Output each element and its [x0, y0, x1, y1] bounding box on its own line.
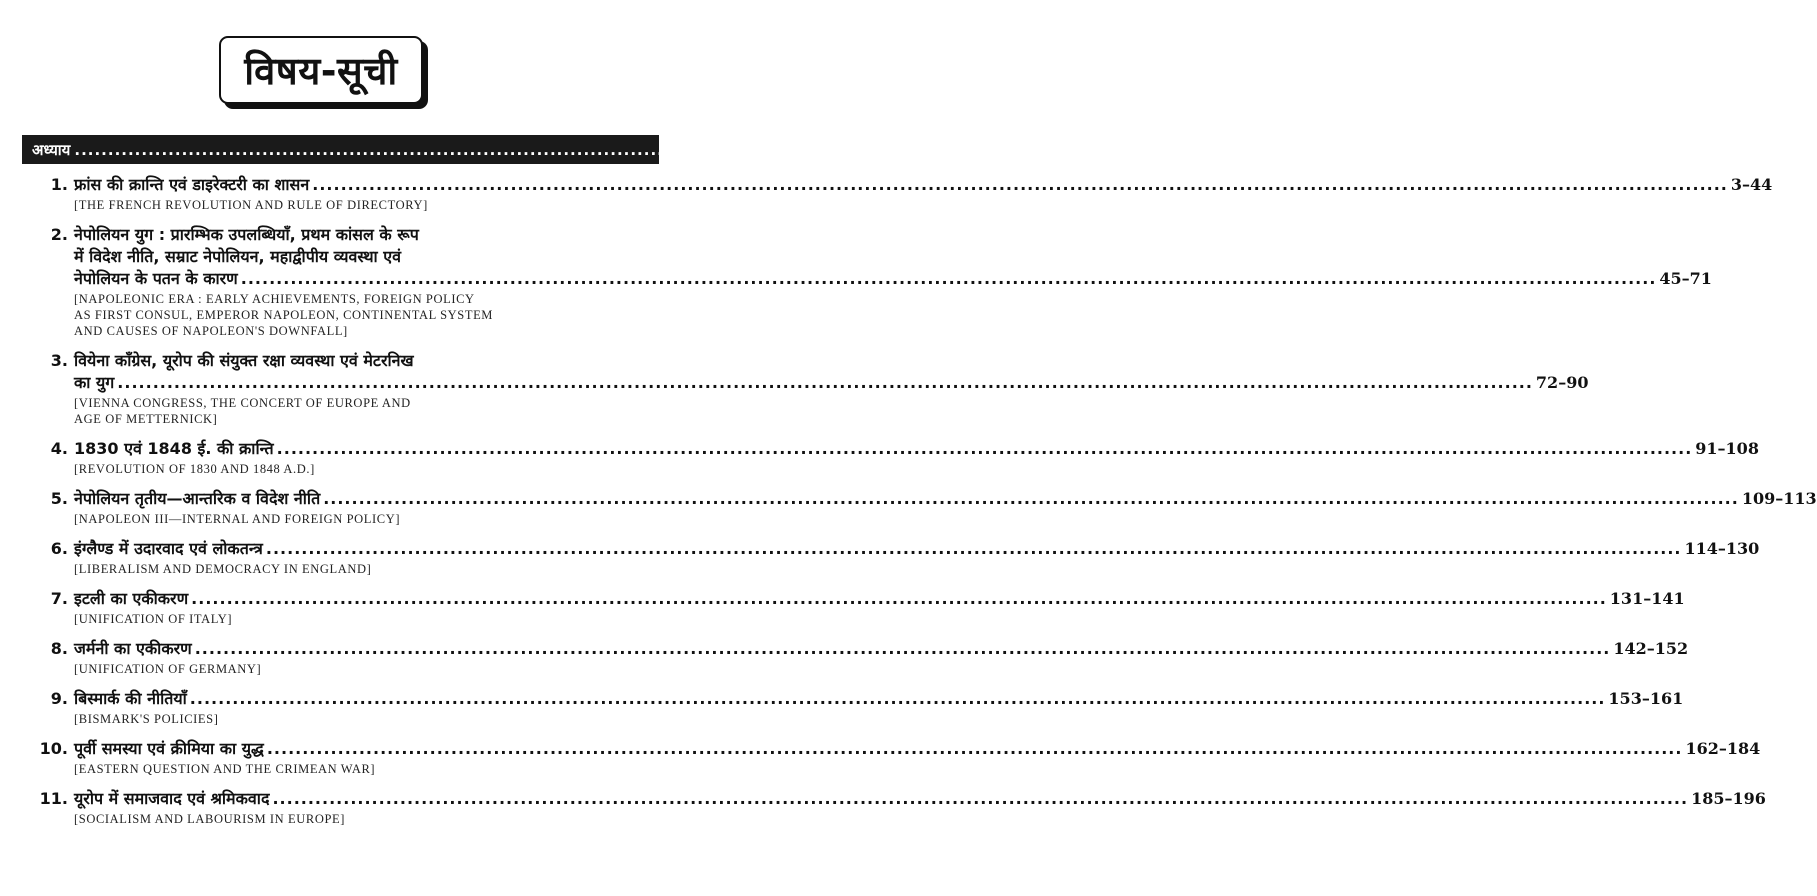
english-title-line: [NAPOLEON III—INTERNAL AND FOREIGN POLICY] — [74, 512, 401, 526]
contents-entry — [22, 588, 1685, 627]
chapter-title-hindi: बिस्मार्क की नीतियाँ — [74, 689, 187, 708]
leader-dots: ........................................................................................................................................................................................................ — [266, 739, 1683, 758]
chapter-title-line — [22, 350, 668, 372]
chapter-number: 5. — [50, 489, 68, 508]
chapter-number: 3. — [50, 351, 68, 370]
page-range: 72–90 — [1535, 373, 1589, 392]
chapter-number: 10. — [39, 739, 68, 758]
chapter-title-line — [22, 224, 668, 246]
leader-dots: ........................................................................................................................................................................................................ — [117, 373, 1533, 392]
english-title-line: [VIENNA CONGRESS, THE CONCERT OF EUROPE AND — [74, 396, 411, 410]
chapter-title-hindi: यूरोप में समाजवाद एवं श्रमिकवाद — [74, 789, 270, 808]
chapter-column-label: अध्याय — [32, 140, 71, 159]
page-range: 162–184 — [1685, 739, 1761, 758]
leader-dots: ........................................................................................................................................................................................................ — [191, 589, 1607, 608]
page-range: 153–161 — [1608, 689, 1684, 708]
chapter-title-english — [22, 395, 668, 427]
chapter-title-english — [22, 611, 668, 627]
contents-entry — [22, 638, 1689, 677]
page-range: 185–196 — [1691, 789, 1766, 808]
leader-dots: ........................................................................................................................................................................................................ — [194, 639, 1611, 658]
page-range: 142–152 — [1613, 639, 1689, 658]
page-range: 45–71 — [1659, 269, 1712, 288]
chapter-title-line — [22, 538, 1760, 560]
english-title-line: [BISMARK'S POLICIES] — [74, 712, 219, 726]
chapter-title-hindi: 1830 एवं 1848 ई. की क्रान्ति — [74, 439, 274, 458]
chapter-title-english — [22, 561, 668, 577]
english-title-line: [EASTERN QUESTION AND THE CRIMEAN WAR] — [74, 762, 376, 776]
chapter-number: 7. — [50, 589, 68, 608]
leader-dots: ........................................................................................................................................................................................................ — [272, 789, 1689, 808]
chapter-title-hindi: नेपोलियन के पतन के कारण — [74, 269, 238, 288]
leader-dots: ........................................................................................................................................................................................................ — [189, 689, 1606, 708]
page-range: 3–44 — [1730, 175, 1773, 194]
chapter-title-hindi: पूर्वी समस्या एवं क्रीमिया का युद्ध — [74, 739, 264, 758]
chapter-title-line — [22, 246, 668, 268]
english-title-line: [SOCIALISM AND LABOURISM IN EUROPE] — [74, 812, 346, 826]
chapter-number: 4. — [50, 439, 68, 458]
contents-entry — [22, 350, 1589, 427]
chapter-title-hindi: जर्मनी का एकीकरण — [74, 639, 192, 658]
leader-dots: ........................................................................................................................................................................................................ — [265, 539, 1682, 558]
chapter-title-hindi: इंग्लैण्ड में उदारवाद एवं लोकतन्त्र — [74, 539, 263, 558]
contents-list — [22, 174, 1817, 838]
chapter-title-line — [22, 372, 1589, 394]
chapter-title-english — [22, 811, 668, 827]
chapter-title-english — [22, 511, 668, 527]
page-range: 131–141 — [1609, 589, 1685, 608]
contents-entry — [22, 438, 1759, 477]
contents-entry — [22, 788, 1766, 827]
chapter-title-hindi: नेपोलियन युग : प्रारम्भिक उपलब्धियाँ, प्रथम कांसल के रूप — [74, 225, 419, 244]
chapter-title-line — [22, 738, 1761, 760]
page-range: 114–130 — [1684, 539, 1760, 558]
english-title-line: [NAPOLEONIC ERA : EARLY ACHIEVEMENTS, FOREIGN POLICY — [74, 292, 475, 306]
chapter-title-hindi: में विदेश नीति, सम्राट नेपोलियन, महाद्वीपीय व्यवस्था एवं — [74, 247, 402, 266]
leader-dots: ........................................................................................................................................................................................................ — [240, 269, 1657, 288]
chapter-title-english — [22, 197, 668, 213]
chapter-title-line — [22, 268, 1712, 290]
contents-entry — [22, 538, 1760, 577]
chapter-title-line — [22, 488, 1817, 510]
english-title-line: AGE OF METTERNICK] — [74, 412, 218, 426]
chapter-title-english — [22, 761, 668, 777]
chapter-title-hindi: इटली का एकीकरण — [74, 589, 189, 608]
leader-dots: ........................................................................................................................................................................................................ — [276, 439, 1693, 458]
chapter-title-hindi: वियेना काँग्रेस, यूरोप की संयुक्त रक्षा व्यवस्था एवं मेटरनिख — [74, 351, 414, 370]
header-leader-dots: ........................................................................................................................ — [74, 140, 879, 159]
chapter-number: 9. — [50, 689, 68, 708]
chapter-title-hindi: फ्रांस की क्रान्ति एवं डाइरेक्टरी का शासन — [74, 175, 310, 194]
chapter-title-english — [22, 291, 668, 339]
chapter-title-hindi: नेपोलियन तृतीय—आन्तरिक व विदेश नीति — [74, 489, 321, 508]
page-title: विषय-सूची — [219, 36, 423, 104]
english-title-line: [REVOLUTION OF 1830 AND 1848 A.D.] — [74, 462, 315, 476]
chapter-title-english — [22, 461, 668, 477]
chapter-number: 1. — [50, 175, 68, 194]
contents-entry — [22, 688, 1684, 727]
chapter-number: 8. — [50, 639, 68, 658]
chapter-title-line — [22, 788, 1766, 810]
contents-entry — [22, 174, 1773, 213]
page-range: 91–108 — [1695, 439, 1759, 458]
chapter-title-english — [22, 711, 668, 727]
chapter-title-line — [22, 638, 1689, 660]
leader-dots: ........................................................................................................................................................................................................ — [312, 175, 1728, 194]
contents-entry — [22, 224, 1712, 339]
contents-entry — [22, 738, 1761, 777]
chapter-title-line — [22, 688, 1684, 710]
chapter-title-line — [22, 174, 1773, 196]
english-title-line: [UNIFICATION OF ITALY] — [74, 612, 233, 626]
english-title-line: AND CAUSES OF NAPOLEON'S DOWNFALL] — [74, 324, 348, 338]
chapter-number: 6. — [50, 539, 68, 558]
chapter-number: 2. — [50, 225, 68, 244]
page-range: 109–113 — [1741, 489, 1817, 508]
contents-entry — [22, 488, 1817, 527]
chapter-title-english — [22, 661, 668, 677]
english-title-line: [LIBERALISM AND DEMOCRACY IN ENGLAND] — [74, 562, 372, 576]
contents-header — [22, 130, 914, 169]
english-title-line: AS FIRST CONSUL, EMPEROR NAPOLEON, CONTINENTAL SYSTEM — [74, 308, 494, 322]
chapter-title-hindi: का युग — [74, 373, 115, 392]
english-title-line: [UNIFICATION OF GERMANY] — [74, 662, 262, 676]
page-number-column-label: पृष्ठ–संख्या — [882, 130, 914, 169]
chapter-number: 11. — [39, 789, 68, 808]
leader-dots: ........................................................................................................................................................................................................ — [323, 489, 1739, 508]
chapter-title-line — [22, 438, 1759, 460]
chapter-title-line — [22, 588, 1685, 610]
english-title-line: [THE FRENCH REVOLUTION AND RULE OF DIRECTORY] — [74, 198, 428, 212]
